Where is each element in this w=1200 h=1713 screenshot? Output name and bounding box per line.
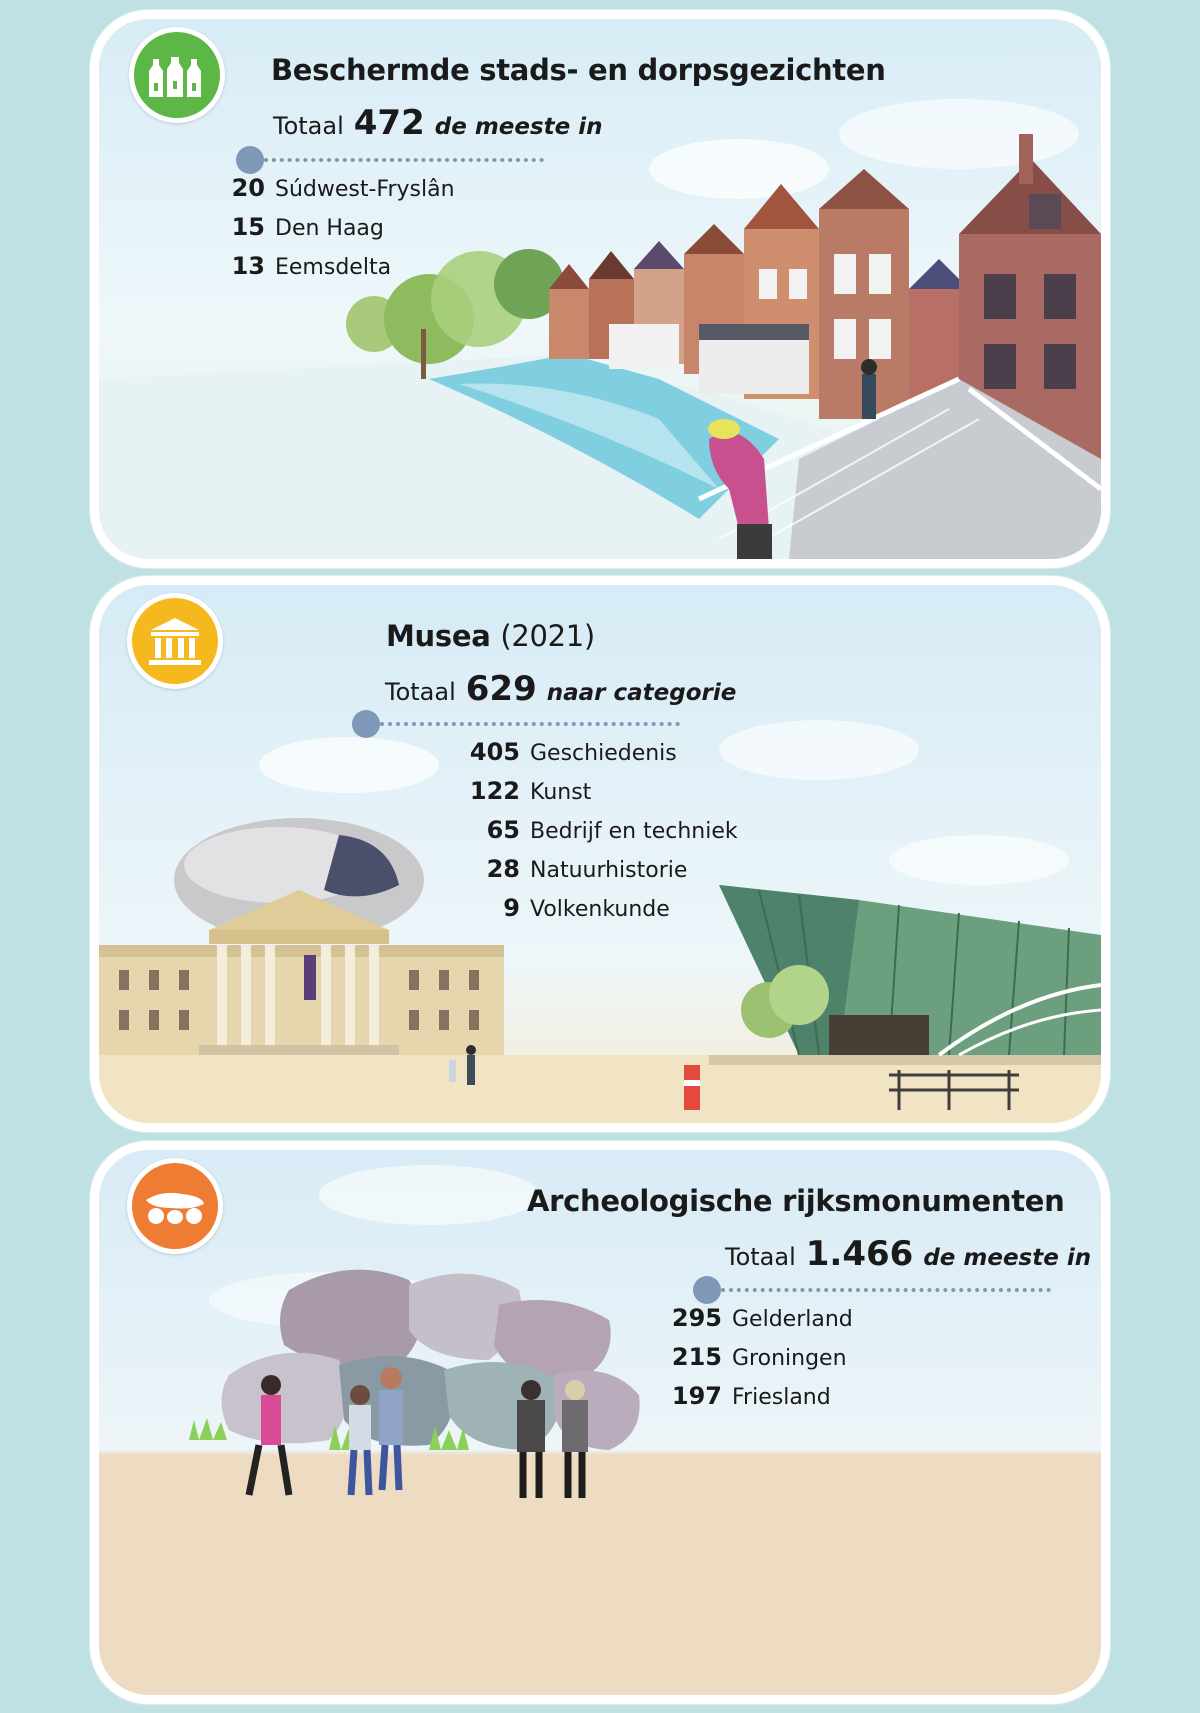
item-label: Friesland (732, 1385, 831, 1410)
total-subtitle: de meeste in (434, 114, 603, 140)
total-label: Totaal (385, 678, 456, 706)
total-subtitle: naar categorie (546, 680, 737, 706)
canal-houses-icon (129, 27, 225, 123)
panel-stadsgezichten (90, 10, 1110, 568)
item-label: Volkenkunde (530, 897, 670, 922)
total-subtitle: de meeste in (923, 1245, 1092, 1271)
total-label: Totaal (273, 112, 344, 140)
panel-title: Archeologische rijksmonumenten (527, 1184, 1065, 1218)
dolmen-stones-icon (127, 1158, 223, 1254)
museum-building-icon (127, 593, 223, 689)
item-value: 295 (671, 1304, 722, 1332)
dotted-divider (721, 1288, 1051, 1292)
item-label: Gelderland (732, 1307, 853, 1332)
total-label: Totaal (725, 1243, 796, 1271)
dolmen-illustration (99, 1150, 1101, 1695)
item-value: 197 (671, 1382, 722, 1410)
panel-title-text: Musea (386, 619, 491, 653)
dotted-divider (380, 722, 680, 726)
list-item (225, 252, 391, 290)
total-value: 1.466 (805, 1234, 914, 1274)
list-item (465, 855, 687, 893)
list-item (465, 777, 591, 815)
dotted-divider (264, 158, 544, 162)
total-value: 472 (353, 103, 425, 143)
item-value: 20 (231, 174, 265, 202)
item-label: Den Haag (275, 216, 384, 241)
item-value: 65 (486, 816, 520, 844)
divider-dot (352, 710, 380, 738)
item-label: Bedrijf en techniek (530, 819, 738, 844)
item-label: Groningen (732, 1346, 847, 1371)
total-line (385, 669, 736, 709)
item-value: 405 (469, 738, 520, 766)
total-value: 629 (465, 669, 537, 709)
item-value: 122 (469, 777, 520, 805)
list-item (465, 816, 738, 854)
list-item (225, 174, 455, 212)
divider-dot (236, 146, 264, 174)
item-label: Natuurhistorie (530, 858, 688, 883)
item-label: Kunst (530, 780, 592, 805)
list-item (667, 1304, 853, 1342)
item-value: 15 (231, 213, 265, 241)
item-value: 215 (671, 1343, 722, 1371)
list-item (667, 1343, 847, 1381)
item-label: Eemsdelta (275, 255, 392, 280)
list-item (225, 213, 384, 251)
item-value: 28 (486, 855, 520, 883)
list-item (465, 738, 677, 776)
item-value: 13 (231, 252, 265, 280)
total-line (725, 1234, 1091, 1274)
item-label: Geschiedenis (530, 741, 677, 766)
divider-dot (693, 1276, 721, 1304)
panel-title-year: (2021) (500, 619, 595, 653)
panel-title (386, 619, 595, 653)
panel-archeologie (90, 1141, 1110, 1704)
item-value: 9 (503, 894, 520, 922)
panel-musea (90, 576, 1110, 1132)
panel-title: Beschermde stads- en dorpsgezichten (271, 53, 886, 87)
total-line (273, 103, 603, 143)
list-item (465, 894, 670, 932)
list-item (667, 1382, 831, 1420)
item-label: Súdwest-Fryslân (275, 177, 455, 202)
